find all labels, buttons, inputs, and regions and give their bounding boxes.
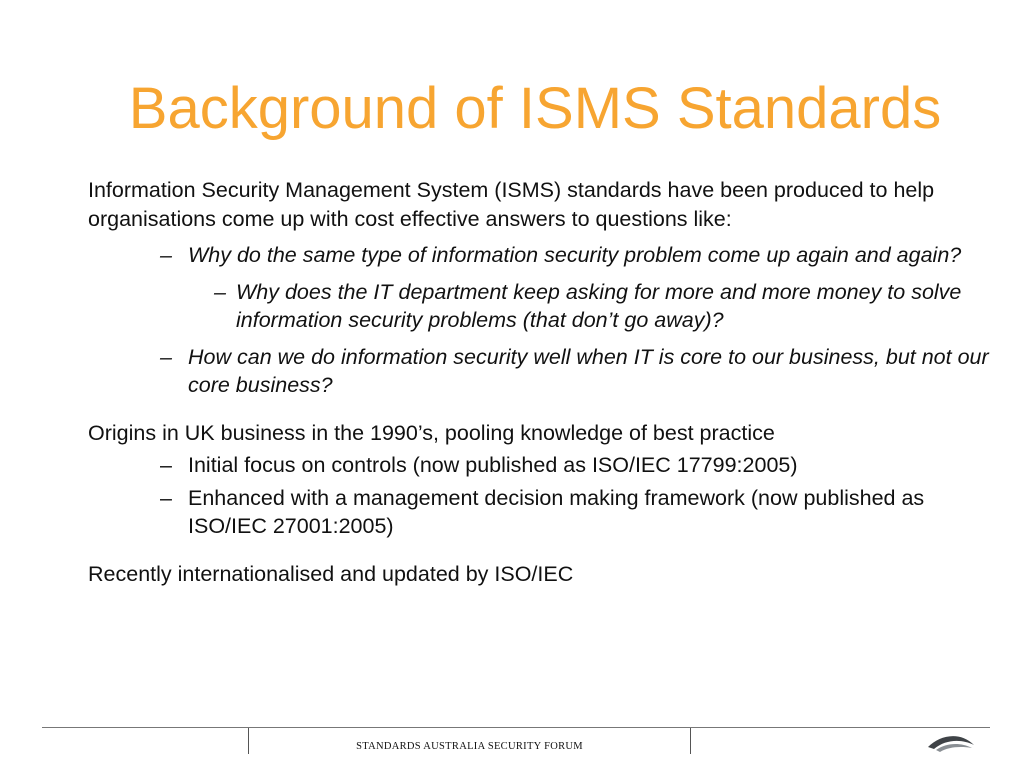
- question-item: [88, 343, 1018, 400]
- origin-point-item: [88, 484, 1018, 541]
- dash-bullet: –: [160, 243, 172, 267]
- slide-body: [88, 176, 1018, 588]
- slide-title: Background of ISMS Standards: [128, 76, 942, 141]
- intro-paragraph: Information Security Management System (ISMS) standards have been produced to help organisations come up with cost effective answers to questions like:: [88, 178, 935, 231]
- question-item: [88, 278, 1018, 335]
- dash-bullet: –: [160, 485, 172, 510]
- question-text: How can we do information security well when IT is core to our business, but not our core business?: [188, 344, 989, 397]
- question-item: [88, 241, 1018, 270]
- dash-bullet: –: [160, 344, 172, 369]
- recent-paragraph: Recently internationalised and updated by ISO/IEC: [88, 561, 574, 586]
- question-text: Why does the IT department keep asking for more and more money to solve information security problems (that don’t go away)?: [236, 279, 962, 332]
- question-text: Why do the same type of information security problem come up again and again?: [188, 243, 962, 267]
- dash-bullet: –: [214, 279, 226, 304]
- swoosh-logo-icon: [926, 733, 976, 755]
- footer-divider: [42, 727, 990, 728]
- origin-point-text: Enhanced with a management decision making framework (now published as ISO/IEC 27001:2005): [188, 485, 925, 538]
- origins-paragraph: Origins in UK business in the 1990’s, pooling knowledge of best practice: [88, 420, 775, 445]
- origin-point-item: [88, 451, 1018, 480]
- origin-point-text: Initial focus on controls (now published as ISO/IEC 17799:2005): [188, 453, 798, 477]
- footer-text: STANDARDS AUSTRALIA SECURITY FORUM: [356, 741, 583, 752]
- dash-bullet: –: [160, 453, 172, 477]
